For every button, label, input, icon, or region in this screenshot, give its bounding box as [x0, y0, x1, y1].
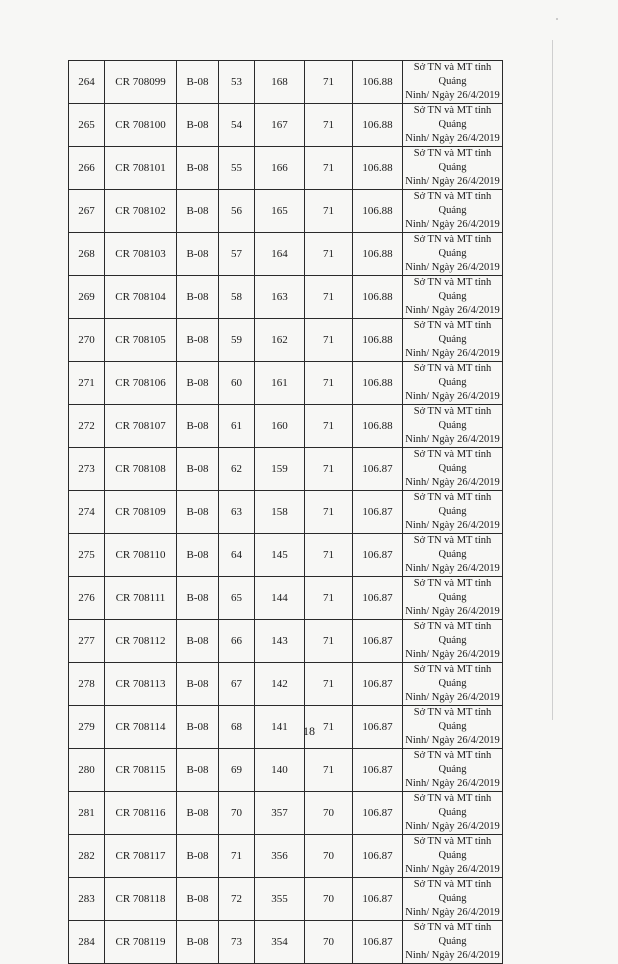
cell-certificate-code: CR 708114	[105, 706, 177, 749]
cell-map-sheet: B-08	[177, 534, 219, 577]
cell-area: 106.87	[353, 620, 403, 663]
cell-value-3: 70	[305, 921, 353, 964]
table-row	[69, 319, 503, 362]
authority-line-1: Sở TN và MT tỉnh Quảng	[413, 363, 492, 388]
cell-value-2: 166	[255, 147, 305, 190]
cell-plot-number: 62	[219, 448, 255, 491]
cell-value-2: 159	[255, 448, 305, 491]
cell-certificate-code: CR 708119	[105, 921, 177, 964]
cell-value-3: 70	[305, 835, 353, 878]
authority-line-2: Ninh/ Ngày 26/4/2019	[405, 864, 500, 875]
cell-issuing-authority	[403, 405, 503, 448]
cell-map-sheet: B-08	[177, 663, 219, 706]
cell-map-sheet: B-08	[177, 706, 219, 749]
authority-line-2: Ninh/ Ngày 26/4/2019	[405, 821, 500, 832]
cell-plot-number: 72	[219, 878, 255, 921]
cell-plot-number: 65	[219, 577, 255, 620]
authority-line-1: Sở TN và MT tỉnh Quảng	[413, 406, 492, 431]
cell-row-number: 266	[69, 147, 105, 190]
cell-value-2: 145	[255, 534, 305, 577]
cell-issuing-authority	[403, 835, 503, 878]
authority-line-2: Ninh/ Ngày 26/4/2019	[405, 907, 500, 918]
authority-line-1: Sở TN và MT tỉnh Quảng	[413, 535, 492, 560]
cell-plot-number: 70	[219, 792, 255, 835]
cell-issuing-authority	[403, 491, 503, 534]
cell-value-3: 71	[305, 362, 353, 405]
table-row	[69, 233, 503, 276]
cell-value-3: 71	[305, 663, 353, 706]
cell-certificate-code: CR 708108	[105, 448, 177, 491]
authority-line-1: Sở TN và MT tỉnh Quảng	[413, 62, 492, 87]
cell-issuing-authority	[403, 534, 503, 577]
cell-row-number: 276	[69, 577, 105, 620]
authority-line-1: Sở TN và MT tỉnh Quảng	[413, 191, 492, 216]
cell-map-sheet: B-08	[177, 792, 219, 835]
cell-value-2: 165	[255, 190, 305, 233]
table-row	[69, 878, 503, 921]
cell-row-number: 268	[69, 233, 105, 276]
cell-plot-number: 66	[219, 620, 255, 663]
cell-value-3: 70	[305, 878, 353, 921]
cell-row-number: 281	[69, 792, 105, 835]
cell-area: 106.88	[353, 233, 403, 276]
cell-area: 106.87	[353, 706, 403, 749]
cell-certificate-code: CR 708118	[105, 878, 177, 921]
table-row	[69, 147, 503, 190]
cell-value-3: 71	[305, 61, 353, 104]
cell-map-sheet: B-08	[177, 190, 219, 233]
cell-plot-number: 64	[219, 534, 255, 577]
cell-plot-number: 73	[219, 921, 255, 964]
cell-certificate-code: CR 708117	[105, 835, 177, 878]
authority-line-1: Sở TN và MT tỉnh Quảng	[413, 578, 492, 603]
cell-value-3: 71	[305, 448, 353, 491]
table-row	[69, 835, 503, 878]
authority-line-1: Sở TN và MT tỉnh Quảng	[413, 750, 492, 775]
cell-value-3: 71	[305, 749, 353, 792]
authority-line-1: Sở TN và MT tỉnh Quảng	[413, 277, 492, 302]
authority-line-1: Sở TN và MT tỉnh Quảng	[413, 320, 492, 345]
authority-line-2: Ninh/ Ngày 26/4/2019	[405, 90, 500, 101]
cell-value-3: 71	[305, 147, 353, 190]
authority-line-1: Sở TN và MT tỉnh Quảng	[413, 621, 492, 646]
cell-value-3: 71	[305, 491, 353, 534]
cell-certificate-code: CR 708102	[105, 190, 177, 233]
cell-issuing-authority	[403, 104, 503, 147]
cell-plot-number: 63	[219, 491, 255, 534]
cell-issuing-authority	[403, 319, 503, 362]
cell-map-sheet: B-08	[177, 878, 219, 921]
table-row	[69, 577, 503, 620]
cell-area: 106.88	[353, 362, 403, 405]
cell-value-2: 141	[255, 706, 305, 749]
cell-value-3: 71	[305, 405, 353, 448]
authority-line-2: Ninh/ Ngày 26/4/2019	[405, 219, 500, 230]
cell-area: 106.88	[353, 276, 403, 319]
cell-row-number: 283	[69, 878, 105, 921]
cell-value-3: 71	[305, 233, 353, 276]
authority-line-2: Ninh/ Ngày 26/4/2019	[405, 735, 500, 746]
cell-area: 106.87	[353, 534, 403, 577]
authority-line-2: Ninh/ Ngày 26/4/2019	[405, 391, 500, 402]
authority-line-2: Ninh/ Ngày 26/4/2019	[405, 950, 500, 961]
authority-line-2: Ninh/ Ngày 26/4/2019	[405, 606, 500, 617]
cell-plot-number: 60	[219, 362, 255, 405]
cell-issuing-authority	[403, 663, 503, 706]
cell-value-3: 70	[305, 792, 353, 835]
cell-certificate-code: CR 708105	[105, 319, 177, 362]
cell-row-number: 275	[69, 534, 105, 577]
authority-line-2: Ninh/ Ngày 26/4/2019	[405, 563, 500, 574]
cell-area: 106.88	[353, 147, 403, 190]
authority-line-1: Sở TN và MT tỉnh Quảng	[413, 793, 492, 818]
cell-plot-number: 69	[219, 749, 255, 792]
table-row	[69, 663, 503, 706]
cell-value-2: 162	[255, 319, 305, 362]
table-row	[69, 792, 503, 835]
cell-plot-number: 68	[219, 706, 255, 749]
cell-row-number: 284	[69, 921, 105, 964]
cell-row-number: 269	[69, 276, 105, 319]
cell-issuing-authority	[403, 577, 503, 620]
table-row	[69, 61, 503, 104]
table-row	[69, 190, 503, 233]
certificate-register-table	[68, 60, 503, 964]
cell-certificate-code: CR 708110	[105, 534, 177, 577]
authority-line-2: Ninh/ Ngày 26/4/2019	[405, 692, 500, 703]
cell-issuing-authority	[403, 792, 503, 835]
cell-value-2: 167	[255, 104, 305, 147]
cell-plot-number: 56	[219, 190, 255, 233]
cell-value-2: 143	[255, 620, 305, 663]
cell-row-number: 279	[69, 706, 105, 749]
cell-value-3: 71	[305, 534, 353, 577]
table-body	[69, 61, 503, 964]
cell-row-number: 272	[69, 405, 105, 448]
cell-row-number: 270	[69, 319, 105, 362]
cell-issuing-authority	[403, 147, 503, 190]
cell-plot-number: 61	[219, 405, 255, 448]
cell-row-number: 277	[69, 620, 105, 663]
authority-line-1: Sở TN và MT tỉnh Quảng	[413, 105, 492, 130]
cell-value-2: 158	[255, 491, 305, 534]
authority-line-2: Ninh/ Ngày 26/4/2019	[405, 133, 500, 144]
authority-line-2: Ninh/ Ngày 26/4/2019	[405, 434, 500, 445]
cell-map-sheet: B-08	[177, 362, 219, 405]
cell-map-sheet: B-08	[177, 104, 219, 147]
cell-row-number: 282	[69, 835, 105, 878]
cell-map-sheet: B-08	[177, 577, 219, 620]
cell-value-3: 71	[305, 620, 353, 663]
cell-value-2: 163	[255, 276, 305, 319]
authority-line-2: Ninh/ Ngày 26/4/2019	[405, 176, 500, 187]
cell-certificate-code: CR 708100	[105, 104, 177, 147]
cell-area: 106.87	[353, 792, 403, 835]
cell-row-number: 273	[69, 448, 105, 491]
cell-plot-number: 58	[219, 276, 255, 319]
table-row	[69, 534, 503, 577]
cell-area: 106.87	[353, 749, 403, 792]
cell-area: 106.87	[353, 921, 403, 964]
cell-area: 106.88	[353, 405, 403, 448]
cell-area: 106.87	[353, 835, 403, 878]
scan-page-edge-line	[552, 40, 553, 720]
cell-certificate-code: CR 708116	[105, 792, 177, 835]
cell-value-3: 71	[305, 190, 353, 233]
cell-certificate-code: CR 708099	[105, 61, 177, 104]
cell-row-number: 265	[69, 104, 105, 147]
cell-value-2: 355	[255, 878, 305, 921]
cell-map-sheet: B-08	[177, 61, 219, 104]
authority-line-1: Sở TN và MT tỉnh Quảng	[413, 449, 492, 474]
cell-value-3: 71	[305, 276, 353, 319]
table-row	[69, 620, 503, 663]
cell-issuing-authority	[403, 620, 503, 663]
cell-area: 106.88	[353, 190, 403, 233]
cell-value-3: 71	[305, 706, 353, 749]
cell-row-number: 280	[69, 749, 105, 792]
cell-map-sheet: B-08	[177, 491, 219, 534]
cell-certificate-code: CR 708109	[105, 491, 177, 534]
cell-map-sheet: B-08	[177, 276, 219, 319]
cell-row-number: 278	[69, 663, 105, 706]
authority-line-2: Ninh/ Ngày 26/4/2019	[405, 305, 500, 316]
cell-value-2: 142	[255, 663, 305, 706]
cell-issuing-authority	[403, 749, 503, 792]
cell-area: 106.88	[353, 104, 403, 147]
cell-issuing-authority	[403, 190, 503, 233]
authority-line-2: Ninh/ Ngày 26/4/2019	[405, 477, 500, 488]
page-number: 18	[303, 724, 315, 738]
cell-area: 106.87	[353, 663, 403, 706]
authority-line-1: Sở TN và MT tỉnh Quảng	[413, 234, 492, 259]
cell-certificate-code: CR 708115	[105, 749, 177, 792]
cell-value-2: 357	[255, 792, 305, 835]
authority-line-2: Ninh/ Ngày 26/4/2019	[405, 262, 500, 273]
cell-certificate-code: CR 708101	[105, 147, 177, 190]
cell-value-2: 356	[255, 835, 305, 878]
cell-plot-number: 55	[219, 147, 255, 190]
authority-line-1: Sở TN và MT tỉnh Quảng	[413, 879, 492, 904]
cell-value-2: 168	[255, 61, 305, 104]
cell-map-sheet: B-08	[177, 620, 219, 663]
cell-certificate-code: CR 708111	[105, 577, 177, 620]
cell-row-number: 274	[69, 491, 105, 534]
table-row	[69, 405, 503, 448]
cell-issuing-authority	[403, 921, 503, 964]
cell-value-2: 144	[255, 577, 305, 620]
cell-row-number: 264	[69, 61, 105, 104]
authority-line-1: Sở TN và MT tỉnh Quảng	[413, 836, 492, 861]
cell-certificate-code: CR 708112	[105, 620, 177, 663]
cell-value-2: 164	[255, 233, 305, 276]
cell-area: 106.88	[353, 61, 403, 104]
table-row	[69, 491, 503, 534]
table-row	[69, 921, 503, 964]
cell-value-2: 354	[255, 921, 305, 964]
cell-map-sheet: B-08	[177, 448, 219, 491]
authority-line-1: Sở TN và MT tỉnh Quảng	[413, 492, 492, 517]
cell-plot-number: 59	[219, 319, 255, 362]
cell-issuing-authority	[403, 878, 503, 921]
authority-line-1: Sở TN và MT tỉnh Quảng	[413, 664, 492, 689]
cell-plot-number: 71	[219, 835, 255, 878]
scan-speck	[556, 18, 558, 20]
table-row	[69, 276, 503, 319]
authority-line-2: Ninh/ Ngày 26/4/2019	[405, 520, 500, 531]
authority-line-1: Sở TN và MT tỉnh Quảng	[413, 922, 492, 947]
table-row	[69, 448, 503, 491]
cell-map-sheet: B-08	[177, 405, 219, 448]
cell-plot-number: 67	[219, 663, 255, 706]
cell-map-sheet: B-08	[177, 319, 219, 362]
cell-value-3: 71	[305, 319, 353, 362]
cell-value-2: 161	[255, 362, 305, 405]
cell-area: 106.88	[353, 319, 403, 362]
cell-row-number: 271	[69, 362, 105, 405]
table-row	[69, 749, 503, 792]
cell-plot-number: 53	[219, 61, 255, 104]
cell-certificate-code: CR 708104	[105, 276, 177, 319]
cell-certificate-code: CR 708107	[105, 405, 177, 448]
cell-issuing-authority	[403, 362, 503, 405]
cell-plot-number: 57	[219, 233, 255, 276]
authority-line-2: Ninh/ Ngày 26/4/2019	[405, 778, 500, 789]
cell-value-3: 71	[305, 104, 353, 147]
cell-issuing-authority	[403, 276, 503, 319]
cell-certificate-code: CR 708103	[105, 233, 177, 276]
cell-map-sheet: B-08	[177, 147, 219, 190]
cell-plot-number: 54	[219, 104, 255, 147]
cell-map-sheet: B-08	[177, 921, 219, 964]
authority-line-1: Sở TN và MT tỉnh Quảng	[413, 707, 492, 732]
cell-value-2: 140	[255, 749, 305, 792]
cell-map-sheet: B-08	[177, 233, 219, 276]
cell-issuing-authority	[403, 448, 503, 491]
cell-area: 106.87	[353, 577, 403, 620]
authority-line-2: Ninh/ Ngày 26/4/2019	[405, 649, 500, 660]
cell-area: 106.87	[353, 448, 403, 491]
cell-value-2: 160	[255, 405, 305, 448]
cell-issuing-authority	[403, 61, 503, 104]
cell-issuing-authority	[403, 233, 503, 276]
cell-area: 106.87	[353, 491, 403, 534]
table-row	[69, 104, 503, 147]
cell-map-sheet: B-08	[177, 749, 219, 792]
cell-row-number: 267	[69, 190, 105, 233]
cell-certificate-code: CR 708106	[105, 362, 177, 405]
cell-map-sheet: B-08	[177, 835, 219, 878]
table-row	[69, 362, 503, 405]
authority-line-2: Ninh/ Ngày 26/4/2019	[405, 348, 500, 359]
authority-line-1: Sở TN và MT tỉnh Quảng	[413, 148, 492, 173]
cell-certificate-code: CR 708113	[105, 663, 177, 706]
cell-area: 106.87	[353, 878, 403, 921]
cell-value-3: 71	[305, 577, 353, 620]
